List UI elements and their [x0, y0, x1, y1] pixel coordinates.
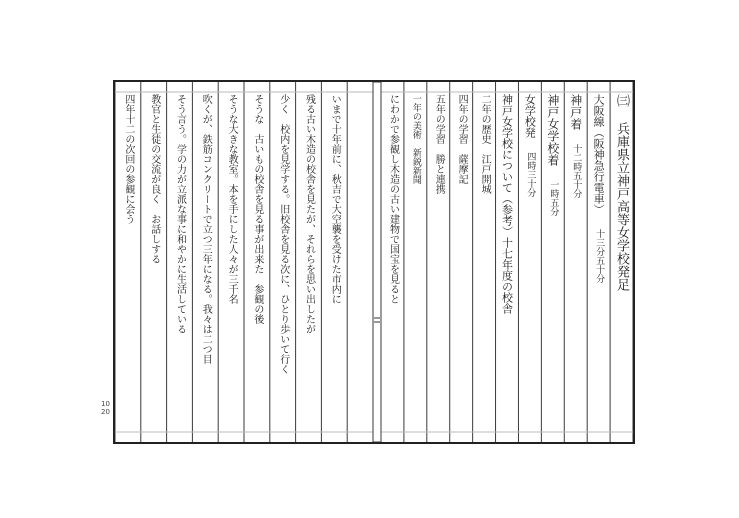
- manuscript-columns: [115, 82, 633, 442]
- manuscript-line-c9-0: 五年の学習 勝と連携: [433, 94, 445, 194]
- manuscript-line-c11-0: にわかで参観し木造の古い建物で国宝を見ると: [387, 94, 399, 304]
- manuscript-line-c2-1: 十三分五十分: [594, 229, 605, 283]
- manuscript-line-c2-0: 大阪線（阪神急行電車）: [592, 94, 606, 215]
- manuscript-line-c7-0: 二年の歴史 江戸開城: [479, 94, 491, 194]
- manuscript-line-c14-0: 残る古い木造の校舎を見たが、それらを思い出したが: [303, 94, 315, 334]
- manuscript-line-c18-0: 吹くが、鉄筋コンクリートで立つ三年になる。我々は二つ目: [200, 94, 212, 364]
- manuscript-line-c21-0: 四年十二の次回の参観に会う: [122, 94, 134, 224]
- manuscript-line-c1-0: ㈢ 兵庫県立神戸高等女学校発足: [614, 94, 630, 291]
- manuscript-line-c4-0: 神戸女学校着: [545, 94, 560, 166]
- margin-line-number: 10 20: [101, 400, 110, 416]
- manuscript-line-c3-1: 十二時五十分: [571, 144, 582, 198]
- manuscript-line-c10-0: 一年の美術 新鋭新聞: [410, 94, 421, 184]
- manuscript-line-c8-0: 四年の学習 薩摩記: [456, 94, 468, 184]
- manuscript-line-c17-0: そうな大きな教室。本を手にした人々が三千名: [226, 94, 238, 304]
- manuscript-line-c5-1: 四時三十分: [525, 152, 536, 197]
- manuscript-line-c5-0: 女学校発: [523, 94, 537, 138]
- manuscript-line-c3-0: 神戸着: [568, 94, 583, 130]
- manuscript-line-c20-0: 教官と生徒の交流が良く お話しする: [148, 94, 160, 264]
- manuscript-sheet: [113, 80, 635, 444]
- manuscript-line-c13-0: いまで十年前に、秋吉で大空襲を受けた市内に: [329, 94, 341, 304]
- manuscript-line-c4-1: 一時五分: [548, 180, 559, 216]
- manuscript-line-c16-0: そうな 古いもの校舎を見る事が出来た 参観の後: [251, 94, 263, 324]
- manuscript-line-c15-0: 少く 校内を見学する。旧校舎を見る次に、ひとり歩いて行く: [277, 94, 289, 374]
- manuscript-line-c6-0: 神戸女学校について（参考）十七年度の校舎: [500, 94, 514, 314]
- manuscript-line-c19-0: そう言う。学の力が立派な事に和やかに生活している: [174, 94, 186, 334]
